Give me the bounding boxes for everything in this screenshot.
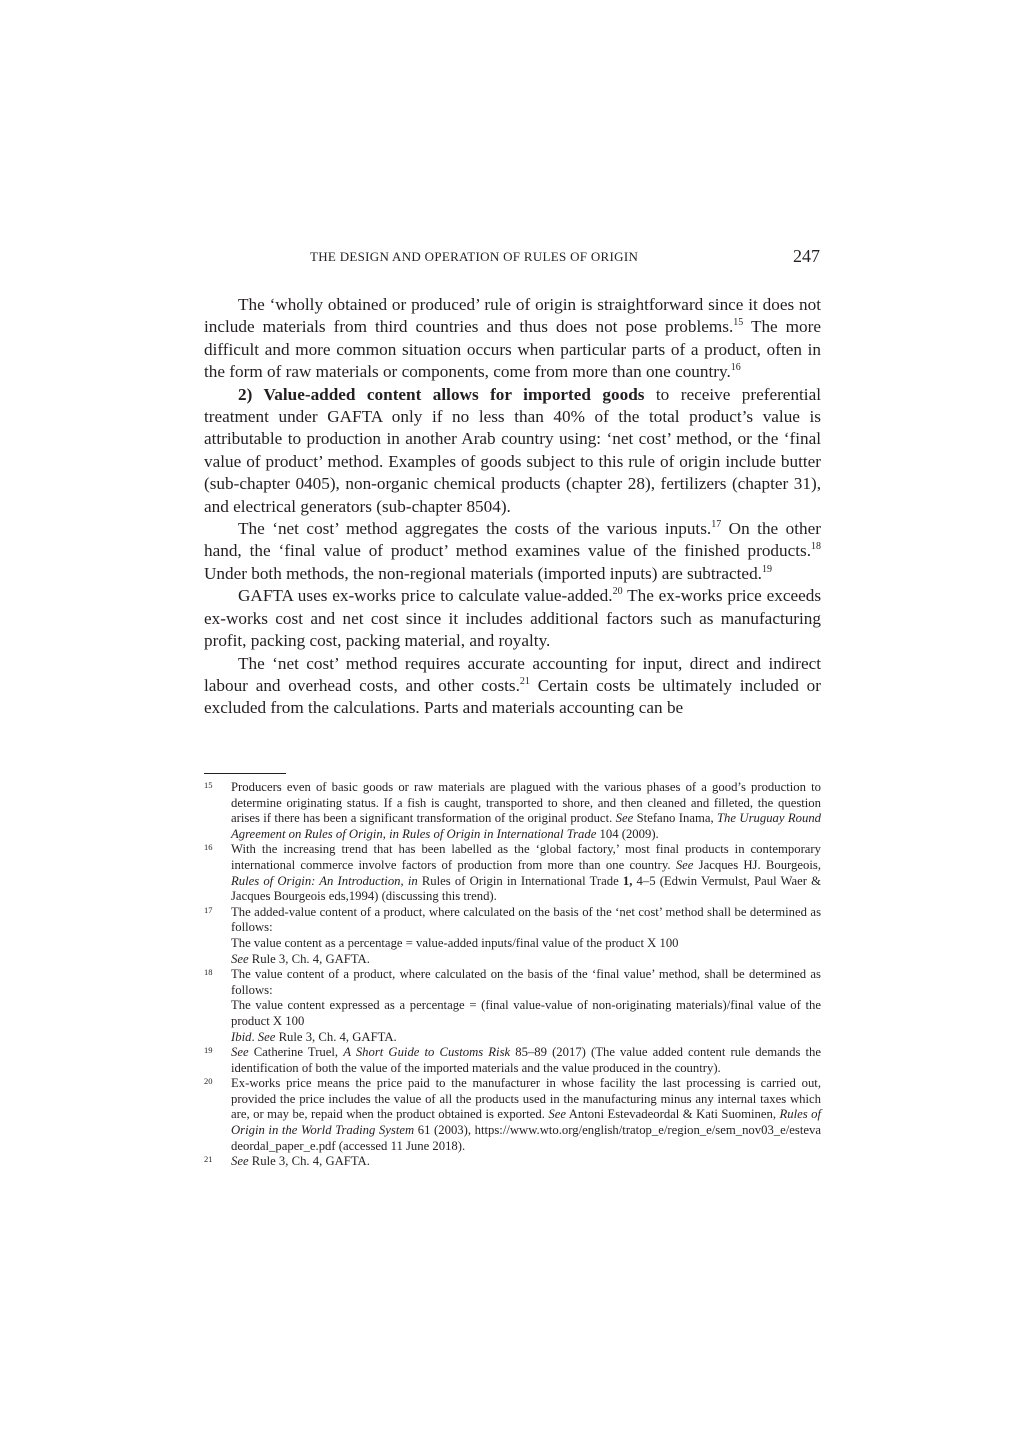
wto-link[interactable]: https://www.wto.org/english/tratop_e/region_e/sem_nov03_e/estevadeordal_paper_e.pdf xyxy=(231,1123,822,1153)
footnote-ref-17[interactable]: 17 xyxy=(711,519,722,531)
footnote-17: 17 The added-value content of a product, where calculated on the basis of the ‘net cost’ method shall be determined as follows: The value content as a percentage = value-added inputs/final value of the product X 100 See Rule 3, Ch. 4, GAFTA. xyxy=(204,904,821,966)
footnote-21: 21 See Rule 3, Ch. 4, GAFTA. xyxy=(204,1154,370,1169)
footnote-number: 16 xyxy=(204,842,213,853)
paragraph-net-cost-method: The ‘net cost’ method aggregates the costs of the various inputs.$^{17}$ On the other hand, the ‘final value of product’ method examines value of the finished products.$^{18}$ Under both methods, the non-regional materials (imported inputs) are subtracted.$^{19}$ xyxy=(204,519,821,583)
footnote-19: 19 See Catherine Truel, A Short Guide to Customs Risk 85–89 (2017) (The value added content rule demands the identification of both the value of the imported materials and the value produced in the country). xyxy=(204,1045,821,1075)
footnote-16: 16 With the increasing trend that has been labelled as the ‘global factory,’ most final products in contemporary international commerce involve factors of production from more than one country. See Jacques HJ. Bourgeois, Rules of Origin: An Introduction, in Rules of Origin in International Trade 1, 4–5 (Edwin Vermulst, Paul Waer & Jacques Bourgeois eds,1994) (discussing this trend). xyxy=(204,842,821,904)
footnote-ref-20[interactable]: 20 xyxy=(612,586,623,598)
formula-final-value: The value content expressed as a percentage = (final value-value of non-originating materials)/final value of the product X 100 xyxy=(231,998,821,1028)
formula-net-cost: The value content as a percentage = value-added inputs/final value of the product X 100 xyxy=(231,935,679,950)
footnote-ref-18[interactable]: 18 xyxy=(811,541,821,553)
footnote-number: 15 xyxy=(204,780,213,790)
value-added-lead: 2) Value-added content allows for imported goods xyxy=(238,384,645,404)
footnote-ref-15[interactable]: 15 xyxy=(733,317,744,329)
footnote-number: 21 xyxy=(204,1154,213,1165)
paragraph-accounting: The ‘net cost’ method requires accurate accounting for input, direct and indirect labour and overhead costs, and other costs.$^{21}$ Certain costs be ultimately included or excluded from the calculations. Parts and materials accounting can be xyxy=(204,653,821,718)
footnote-divider xyxy=(204,773,286,774)
paragraph-ex-works-price: GAFTA uses ex-works price to calculate value-added.$^{20}$ The ex-works price exceeds ex-works cost and net cost since it includes additional factors such as manufacturing profit, packing cost, packing material, and royalty. xyxy=(204,586,822,651)
footnote-15: 15 Producers even of basic goods or raw materials are plagued with the various phases of a good’s production to determine originating status. If a fish is caught, transported to shore, and then cleaned and filleted, the question arises if there has been a significant transformation of the original product. See Stefano Inama, The Uruguay Round Agreement on Rules of Origin, in Rules of Origin in International Trade 104 (2009). xyxy=(204,780,822,841)
footnote-number: 20 xyxy=(204,1076,213,1087)
body-text xyxy=(204,294,821,720)
footnote-number: 17 xyxy=(204,904,213,915)
footnote-18: 18 The value content of a product, where calculated on the basis of the ‘final value’ method, shall be determined as follows: The value content expressed as a percentage = (final value-value of non-originating materials)/final value of the product X 100 Ibid. See Rule 3, Ch. 4, GAFTA. xyxy=(204,967,821,1044)
running-header xyxy=(204,246,820,270)
footnotes xyxy=(204,780,821,1170)
footnote-ref-19[interactable]: 19 xyxy=(761,563,772,575)
footnote-ref-21[interactable]: 21 xyxy=(519,675,530,687)
footnote-number: 19 xyxy=(204,1045,213,1056)
paragraph-value-added: 2) Value-added content allows for imported goods to receive preferential treatment under GAFTA only if no less than 40% of the total product’s value is attributable to production in another Arab country using: ‘net cost’ method, or the ‘final value of product’ method. Examples of goods subject to this rule of origin include butter (sub-chapter 0405), non-organic chemical products (chapter 28), fertilizers (chapter 31), and electrical generators (sub-chapter 8504). xyxy=(204,384,821,516)
footnote-number: 18 xyxy=(204,967,213,978)
footnote-20: 20 Ex-works price means the price paid to the manufacturer in whose facility the last processing is carried out, provided the price includes the value of all the products used in the manufacturing minus any internal taxes which are, or may be, repaid when the product obtained is exported. See Antoni Estevadeordal & Kati Suominen, Rules of Origin in the World Trading System 61 (2003), https://www.wto.org/english/tratop_e/region_e/sem_nov03_e/estevadeordal_paper_e.pdf (accessed 11 June 2018). xyxy=(204,1076,822,1153)
paragraph-wholly-obtained: The ‘wholly obtained or produced’ rule of origin is straightforward since it does not include materials from third countries and thus does not pose problems.$^{15}$ The more difficult and more common situation occurs when particular parts of a product, often in the form of raw materials or components, come from more than one country.$^{16}$ xyxy=(204,295,821,382)
page-number: 247 xyxy=(793,246,820,266)
running-title: THE DESIGN AND OPERATION OF RULES OF ORIGIN xyxy=(310,249,639,264)
footnote-ref-16[interactable]: 16 xyxy=(730,362,741,374)
